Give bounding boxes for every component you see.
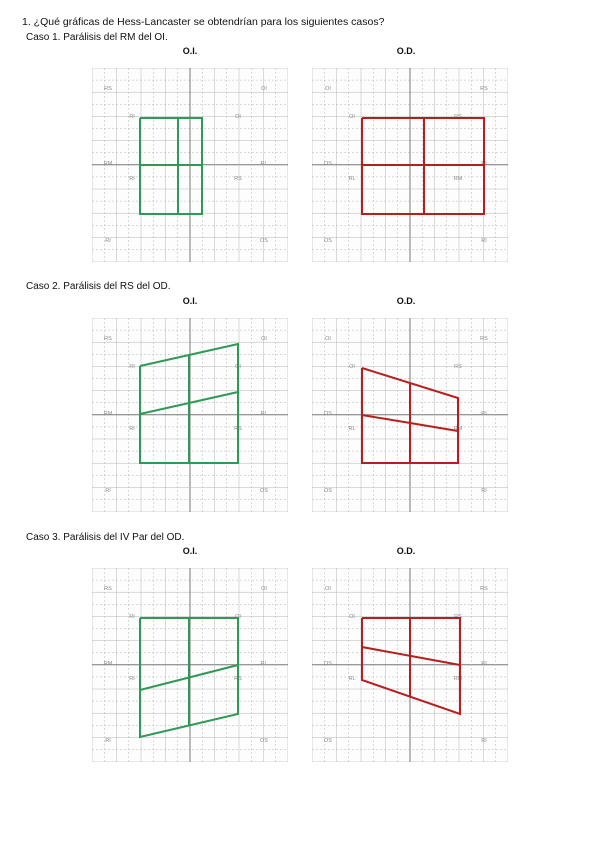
grid-muscle-label: OI <box>261 586 267 592</box>
grid-muscle-label: RM <box>453 426 463 432</box>
grid-muscle-label: RI <box>105 488 111 494</box>
grid-muscle-label: OI <box>349 364 355 370</box>
grid-muscle-label: RI <box>481 161 487 167</box>
grid-muscle-label: RI <box>481 661 487 667</box>
grid-muscle-label: OS <box>324 238 332 244</box>
grid-muscle-label: RS <box>480 336 488 342</box>
grid-muscle-label: RS <box>104 586 112 592</box>
grid-muscle-label: RL <box>260 661 268 667</box>
grid-muscle-label: RI <box>481 488 487 494</box>
grid-muscle-label: RL <box>260 411 268 417</box>
grid-muscle-label: RI <box>129 676 135 682</box>
case-2-left-eye-label: O.I. <box>182 296 198 306</box>
grid-muscle-label: RS <box>234 176 242 182</box>
case-2-right-eye-label: O.D. <box>396 296 416 306</box>
grid-muscle-label: OI <box>235 114 241 120</box>
grid-muscle-label: RI <box>481 238 487 244</box>
grid-muscle-label: OS <box>324 488 332 494</box>
grid-muscle-label: RS <box>454 364 462 370</box>
grid-muscle-label: RI <box>129 364 135 370</box>
case-2-title: Caso 2. Parálisis del RS del OD. <box>26 281 171 292</box>
grid-muscle-label: RI <box>481 411 487 417</box>
grid-muscle-label: RM <box>453 176 463 182</box>
grid-muscle-label: RS <box>104 336 112 342</box>
grid-muscle-label: RI <box>481 738 487 744</box>
grid-muscle-label: OI <box>235 364 241 370</box>
grid-muscle-label: OS <box>324 411 332 417</box>
grid-muscle-label: RI <box>129 176 135 182</box>
grid-muscle-label: OI <box>349 114 355 120</box>
grid-muscle-label: RI <box>105 738 111 744</box>
grid-muscle-label: RM <box>103 161 113 167</box>
grid-muscle-label: RI <box>105 238 111 244</box>
grid-muscle-label: RL <box>260 161 268 167</box>
grid-muscle-label: RS <box>480 86 488 92</box>
case-1-right-chart <box>312 68 508 262</box>
grid-muscle-label: RI <box>129 114 135 120</box>
grid-muscle-label: RS <box>104 86 112 92</box>
grid-muscle-label: RM <box>103 661 113 667</box>
case-1-left-eye-label: O.I. <box>182 46 198 56</box>
case-3-left-eye-label: O.I. <box>182 546 198 556</box>
grid-muscle-label: RS <box>234 426 242 432</box>
grid-muscle-label: RS <box>480 586 488 592</box>
grid-muscle-label: RL <box>348 426 356 432</box>
case-1-right-eye-label: O.D. <box>396 46 416 56</box>
grid-muscle-label: OS <box>324 738 332 744</box>
case-3-right-chart <box>312 568 508 762</box>
grid-muscle-label: OS <box>324 161 332 167</box>
grid-muscle-label: RS <box>454 114 462 120</box>
case-3-right-eye-label: O.D. <box>396 546 416 556</box>
grid-muscle-label: RI <box>129 614 135 620</box>
grid-muscle-label: OI <box>325 336 331 342</box>
grid-muscle-label: OI <box>261 86 267 92</box>
grid-muscle-label: RS <box>454 614 462 620</box>
grid-muscle-label: OI <box>349 614 355 620</box>
grid-muscle-label: OI <box>325 586 331 592</box>
grid-muscle-label: RM <box>103 411 113 417</box>
case-2-left-chart <box>92 318 288 512</box>
case-3-left-chart <box>92 568 288 762</box>
grid-muscle-label: OS <box>324 661 332 667</box>
grid-muscle-label: OI <box>261 336 267 342</box>
case-2-right-chart <box>312 318 508 512</box>
case-3-title: Caso 3. Parálisis del IV Par del OD. <box>26 532 185 543</box>
grid-muscle-label: RL <box>348 676 356 682</box>
grid-muscle-label: RS <box>234 676 242 682</box>
grid-muscle-label: RM <box>453 676 463 682</box>
grid-muscle-label: OS <box>260 738 268 744</box>
case-1-left-chart <box>92 68 288 262</box>
grid-muscle-label: OS <box>260 238 268 244</box>
grid-muscle-label: OS <box>260 488 268 494</box>
case-1-title: Caso 1. Parálisis del RM del OI. <box>26 32 168 43</box>
grid-muscle-label: OI <box>235 614 241 620</box>
grid-muscle-label: OI <box>325 86 331 92</box>
question-title: 1. ¿Qué gráficas de Hess-Lancaster se obtendrían para los siguientes casos? <box>22 16 385 28</box>
grid-muscle-label: RI <box>129 426 135 432</box>
grid-muscle-label: RL <box>348 176 356 182</box>
